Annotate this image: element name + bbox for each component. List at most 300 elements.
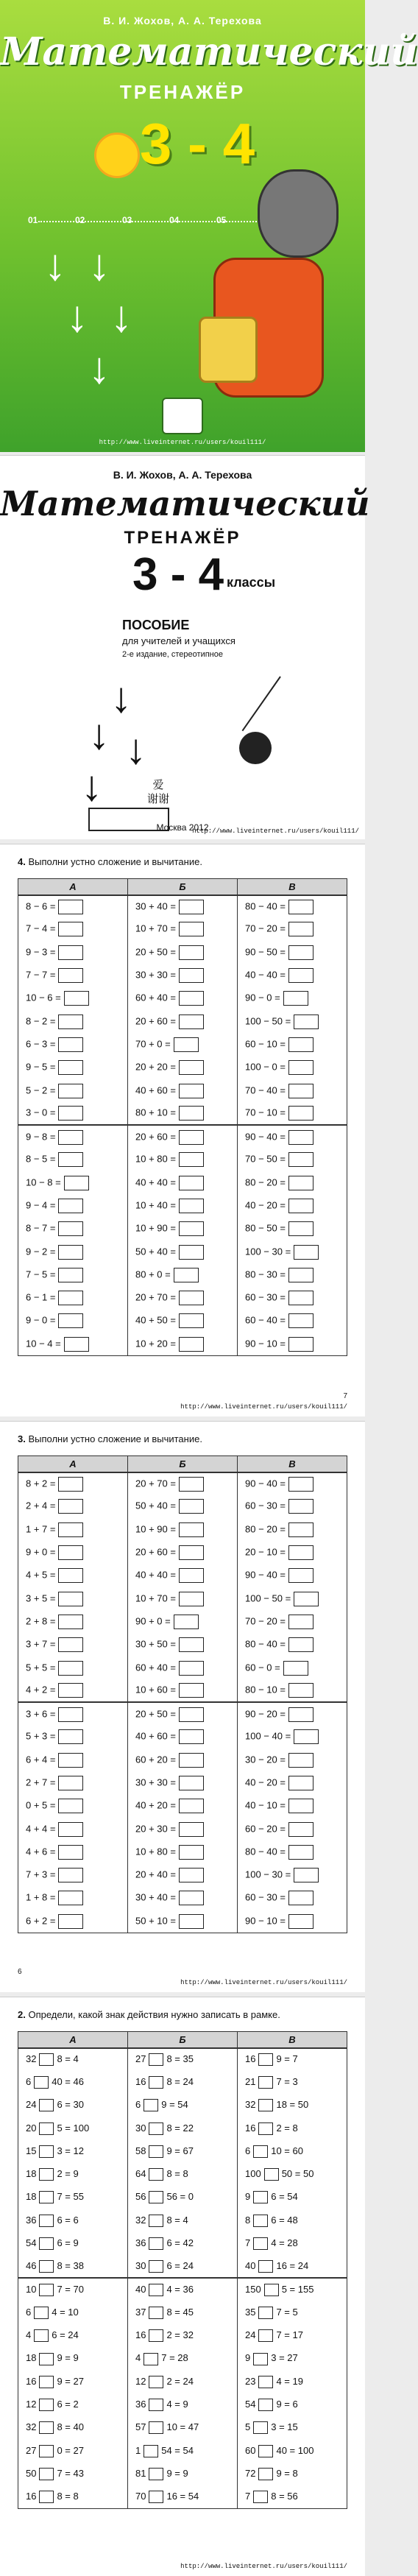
sign-box[interactable] <box>258 2099 273 2111</box>
answer-box[interactable] <box>179 1845 204 1860</box>
answer-box[interactable] <box>179 1522 204 1537</box>
sign-box[interactable] <box>258 2445 273 2457</box>
answer-box[interactable] <box>288 1637 314 1652</box>
operand-result: 7 = 70 <box>57 2284 84 2296</box>
operand-result: 3 = 12 <box>57 2145 84 2156</box>
sign-box[interactable] <box>253 2421 268 2434</box>
answer-box[interactable] <box>179 922 204 936</box>
answer-box[interactable] <box>174 1037 199 1052</box>
table-cell <box>238 1079 347 1102</box>
sign-box[interactable] <box>253 2215 268 2227</box>
answer-box[interactable] <box>288 1499 314 1514</box>
answer-box[interactable] <box>174 1268 199 1282</box>
answer-box[interactable] <box>179 1753 204 1768</box>
table-cell <box>128 918 238 941</box>
table-row <box>18 1771 347 1794</box>
sign-box[interactable] <box>149 2421 163 2434</box>
operand-result: 6 = 2 <box>57 2399 79 2410</box>
table-cell <box>18 1495 128 1518</box>
sign-box[interactable] <box>149 2122 163 2135</box>
expression: 20 + 70 = <box>135 1478 176 1489</box>
operand-result: 10 = 47 <box>166 2421 199 2433</box>
answer-box[interactable] <box>58 945 83 960</box>
sign-box[interactable] <box>253 2191 268 2203</box>
sign-box[interactable] <box>149 2468 163 2480</box>
table-cell <box>128 2324 238 2347</box>
sign-box[interactable] <box>39 2237 54 2250</box>
answer-box[interactable] <box>179 1822 204 1837</box>
sign-box[interactable] <box>264 2284 279 2296</box>
answer-box[interactable] <box>179 1106 204 1121</box>
answer-box[interactable] <box>64 1337 89 1352</box>
answer-box[interactable] <box>288 1106 314 1121</box>
sign-box[interactable] <box>39 2122 54 2135</box>
answer-box[interactable] <box>58 1799 83 1813</box>
sign-box[interactable] <box>149 2215 163 2227</box>
operand: 16 <box>26 2491 37 2502</box>
answer-box[interactable] <box>58 1868 83 1882</box>
answer-box[interactable] <box>58 1522 83 1537</box>
expression: 3 + 5 = <box>26 1592 56 1604</box>
expression: 80 − 20 = <box>245 1176 286 1188</box>
sign-box[interactable] <box>253 2237 268 2250</box>
table-row <box>18 2117 347 2139</box>
answer-box[interactable] <box>58 1499 83 1514</box>
operand-result: 9 = 6 <box>276 2399 298 2410</box>
answer-box[interactable] <box>58 1014 83 1029</box>
table-cell <box>238 2140 347 2163</box>
sign-box[interactable] <box>258 2260 273 2273</box>
sign-box[interactable] <box>144 2099 158 2111</box>
answer-box[interactable] <box>179 1776 204 1790</box>
table-cell <box>128 1564 238 1587</box>
operand: 40 <box>135 2284 146 2296</box>
answer-box[interactable] <box>179 1060 204 1075</box>
answer-box[interactable] <box>288 1522 314 1537</box>
table-cell <box>128 1518 238 1541</box>
table-cell <box>18 1079 128 1102</box>
answer-box[interactable] <box>58 1060 83 1075</box>
answer-box[interactable] <box>179 1477 204 1492</box>
watermark: http://www.liveinternet.ru/users/kouil111/ <box>180 1979 347 1986</box>
answer-box[interactable] <box>179 968 204 983</box>
answer-box[interactable] <box>288 1037 314 1052</box>
sign-box[interactable] <box>39 2260 54 2273</box>
answer-box[interactable] <box>179 1221 204 1236</box>
operand: 20 <box>26 2122 37 2134</box>
sign-box[interactable] <box>34 2307 49 2319</box>
answer-box[interactable] <box>294 1014 319 1029</box>
table-cell <box>18 964 128 987</box>
sign-box[interactable] <box>39 2353 54 2365</box>
operand-result: 2 = 24 <box>166 2375 194 2387</box>
table-cell <box>18 1587 128 1610</box>
expression: 80 − 50 = <box>245 1222 286 1234</box>
sign-box[interactable] <box>39 2491 54 2503</box>
table-cell <box>238 1148 347 1171</box>
answer-box[interactable] <box>58 1729 83 1744</box>
sign-box[interactable] <box>258 2376 273 2388</box>
answer-box[interactable] <box>179 1868 204 1882</box>
timeline-label: 01 <box>28 215 38 225</box>
sign-box[interactable] <box>39 2445 54 2457</box>
table-cell <box>128 2048 238 2071</box>
answer-box[interactable] <box>58 1545 83 1560</box>
sign-box[interactable] <box>258 2307 273 2319</box>
sign-box[interactable] <box>253 2145 268 2158</box>
answer-box[interactable] <box>58 1683 83 1698</box>
answer-box[interactable] <box>179 1799 204 1813</box>
table-row <box>18 1333 347 1355</box>
answer-box[interactable] <box>283 991 308 1006</box>
answer-box[interactable] <box>58 1130 83 1145</box>
sign-box[interactable] <box>258 2076 273 2089</box>
sign-box[interactable] <box>149 2076 163 2089</box>
answer-box[interactable] <box>179 1914 204 1929</box>
expression: 70 − 40 = <box>245 1084 286 1095</box>
answer-box[interactable] <box>58 1661 83 1676</box>
answer-box[interactable] <box>58 1221 83 1236</box>
answer-box[interactable] <box>294 1592 319 1606</box>
cartoon-characters <box>199 169 353 412</box>
table-row <box>18 2416 347 2439</box>
title-grade: 3 - 4 <box>132 549 224 600</box>
sign-box[interactable] <box>39 2421 54 2434</box>
sign-box[interactable] <box>149 2399 163 2411</box>
answer-box[interactable] <box>179 1313 204 1328</box>
sign-box[interactable] <box>39 2284 54 2296</box>
answer-box[interactable] <box>179 1291 204 1305</box>
answer-box[interactable] <box>58 1152 83 1167</box>
sign-box[interactable] <box>149 2053 163 2066</box>
expression: 70 − 10 = <box>245 1107 286 1118</box>
expression: 50 + 40 = <box>135 1246 176 1257</box>
expression: 4 + 4 = <box>26 1823 56 1835</box>
answer-box[interactable] <box>179 1014 204 1029</box>
sign-box[interactable] <box>149 2491 163 2503</box>
table-row <box>18 1887 347 1910</box>
sign-box[interactable] <box>39 2099 54 2111</box>
expression: 6 − 1 = <box>26 1291 56 1303</box>
sign-box[interactable] <box>149 2307 163 2319</box>
operand-result: 16 = 24 <box>276 2259 309 2271</box>
answer-box[interactable] <box>179 1499 204 1514</box>
sign-box[interactable] <box>39 2399 54 2411</box>
table-cell <box>238 1818 347 1841</box>
answer-box[interactable] <box>179 1199 204 1213</box>
operand-result: 6 = 42 <box>166 2237 194 2248</box>
answer-box[interactable] <box>58 1268 83 1282</box>
operand: 21 <box>245 2075 256 2087</box>
answer-box[interactable] <box>174 1615 199 1629</box>
sign-box[interactable] <box>39 2191 54 2203</box>
operand: 54 <box>245 2399 256 2410</box>
sign-box[interactable] <box>149 2376 163 2388</box>
sign-box[interactable] <box>149 2260 163 2273</box>
operand: 24 <box>245 2329 256 2341</box>
exercise-heading <box>18 2009 280 2020</box>
expression: 20 + 60 = <box>135 1546 176 1558</box>
table-row <box>18 1795 347 1818</box>
answer-box[interactable] <box>294 1868 319 1882</box>
expression: 70 − 20 = <box>245 1615 286 1627</box>
sign-box[interactable] <box>144 2353 158 2365</box>
answer-box[interactable] <box>58 1313 83 1328</box>
answer-box[interactable] <box>288 1707 314 1722</box>
sign-box[interactable] <box>34 2329 49 2342</box>
answer-box[interactable] <box>179 1707 204 1722</box>
answer-box[interactable] <box>58 968 83 983</box>
table-cell <box>128 1587 238 1610</box>
sign-box[interactable] <box>149 2191 163 2203</box>
answer-box[interactable] <box>179 1130 204 1145</box>
answer-box[interactable] <box>179 1084 204 1098</box>
expression: 20 − 10 = <box>245 1546 286 1558</box>
answer-box[interactable] <box>179 1152 204 1167</box>
arrow-down-icon: ↓ <box>88 710 110 758</box>
table-cell <box>128 1887 238 1910</box>
expression: 80 − 40 = <box>245 1638 286 1650</box>
sign-box[interactable] <box>39 2468 54 2480</box>
computer-character <box>199 317 258 383</box>
answer-box[interactable] <box>288 1084 314 1098</box>
answer-box[interactable] <box>288 1291 314 1305</box>
column-header: Б <box>128 879 238 895</box>
answer-box[interactable] <box>58 922 83 936</box>
sign-box[interactable] <box>258 2399 273 2411</box>
answer-box[interactable] <box>288 1891 314 1905</box>
expression: 2 + 7 = <box>26 1776 56 1788</box>
sign-box[interactable] <box>253 2491 268 2503</box>
sign-box[interactable] <box>34 2076 49 2089</box>
sign-box[interactable] <box>258 2468 273 2480</box>
operand: 40 <box>245 2259 256 2271</box>
answer-box[interactable] <box>288 1545 314 1560</box>
expression: 100 − 50 = <box>245 1592 291 1604</box>
exercise-number: 4. <box>18 856 26 867</box>
table-cell <box>238 1702 347 1725</box>
answer-box[interactable] <box>288 1615 314 1629</box>
table-cell <box>18 1841 128 1863</box>
answer-box[interactable] <box>58 1707 83 1722</box>
answer-box[interactable] <box>58 1776 83 1790</box>
table-cell <box>128 1472 238 1495</box>
table-cell <box>18 1541 128 1564</box>
arrow-down-icon: ↓ <box>110 674 132 721</box>
table-cell <box>128 2094 238 2117</box>
operand: 16 <box>245 2053 256 2065</box>
answer-box[interactable] <box>179 991 204 1006</box>
answer-box[interactable] <box>58 900 83 914</box>
expression: 90 − 50 = <box>245 946 286 958</box>
table-cell <box>18 1795 128 1818</box>
answer-box[interactable] <box>288 1568 314 1583</box>
operand-result: 9 = 8 <box>276 2467 298 2479</box>
sign-box[interactable] <box>39 2145 54 2158</box>
answer-box[interactable] <box>179 1568 204 1583</box>
answer-box[interactable] <box>179 1683 204 1698</box>
sign-box[interactable] <box>258 2053 273 2066</box>
answer-box[interactable] <box>294 1729 319 1744</box>
column-header: В <box>238 879 347 895</box>
answer-box[interactable] <box>58 1199 83 1213</box>
operand: 57 <box>135 2421 146 2433</box>
sign-box[interactable] <box>39 2168 54 2181</box>
sign-box[interactable] <box>149 2329 163 2342</box>
answer-box[interactable] <box>283 1661 308 1676</box>
answer-box[interactable] <box>58 1753 83 1768</box>
answer-box[interactable] <box>288 1337 314 1352</box>
answer-box[interactable] <box>288 1845 314 1860</box>
answer-box[interactable] <box>288 968 314 983</box>
answer-box[interactable] <box>58 1477 83 1492</box>
answer-box[interactable] <box>58 1568 83 1583</box>
answer-box[interactable] <box>288 1799 314 1813</box>
answer-box[interactable] <box>179 1592 204 1606</box>
sign-box[interactable] <box>253 2353 268 2365</box>
operand-result: 7 = 28 <box>161 2352 188 2364</box>
answer-box[interactable] <box>288 1176 314 1190</box>
answer-box[interactable] <box>179 945 204 960</box>
answer-box[interactable] <box>58 1845 83 1860</box>
answer-box[interactable] <box>288 1060 314 1075</box>
answer-box[interactable] <box>288 1268 314 1282</box>
answer-box[interactable] <box>288 1313 314 1328</box>
column-header: Б <box>128 2032 238 2048</box>
answer-box[interactable] <box>58 1914 83 1929</box>
expression: 60 − 40 = <box>245 1314 286 1326</box>
answer-box[interactable] <box>179 1661 204 1676</box>
answer-box[interactable] <box>179 900 204 914</box>
cover-authors: В. И. Жохов, А. А. Терехова <box>103 15 262 27</box>
sign-box[interactable] <box>39 2053 54 2066</box>
sign-box[interactable] <box>258 2122 273 2135</box>
answer-box[interactable] <box>58 1291 83 1305</box>
table-row <box>18 1033 347 1056</box>
sign-box[interactable] <box>144 2445 158 2457</box>
expression: 6 + 2 = <box>26 1914 56 1926</box>
table-cell <box>238 1056 347 1079</box>
exercise-page-2 <box>0 1997 365 2576</box>
sign-box[interactable] <box>39 2215 54 2227</box>
operand-result: 4 = 36 <box>166 2284 194 2296</box>
operand-result: 7 = 5 <box>276 2306 298 2318</box>
answer-box[interactable] <box>179 1545 204 1560</box>
answer-box[interactable] <box>179 1729 204 1744</box>
answer-box[interactable] <box>288 1753 314 1768</box>
answer-box[interactable] <box>288 1822 314 1837</box>
operand: 150 <box>245 2284 261 2296</box>
operand: 6 <box>26 2075 32 2087</box>
sign-box[interactable] <box>264 2168 279 2181</box>
exercise-page-3 <box>0 1421 365 1992</box>
answer-box[interactable] <box>58 1084 83 1098</box>
table-row <box>18 1587 347 1610</box>
expression: 100 − 30 = <box>245 1869 291 1880</box>
answer-box[interactable] <box>288 945 314 960</box>
answer-box[interactable] <box>58 1822 83 1837</box>
answer-box[interactable] <box>179 1637 204 1652</box>
table-cell <box>128 1748 238 1771</box>
answer-box[interactable] <box>58 1891 83 1905</box>
answer-box[interactable] <box>179 1245 204 1260</box>
answer-box[interactable] <box>288 1683 314 1698</box>
operand-result: 18 = 50 <box>276 2099 309 2111</box>
expression: 100 − 40 = <box>245 1730 291 1742</box>
expression: 10 − 4 = <box>26 1337 61 1349</box>
sign-box[interactable] <box>258 2329 273 2342</box>
answer-box[interactable] <box>288 1221 314 1236</box>
table-cell <box>238 1287 347 1310</box>
sign-box[interactable] <box>149 2237 163 2250</box>
table-cell <box>238 1795 347 1818</box>
sign-box[interactable] <box>149 2168 163 2181</box>
answer-box[interactable] <box>179 1176 204 1190</box>
expression: 20 + 20 = <box>135 1061 176 1073</box>
answer-box[interactable] <box>288 1199 314 1213</box>
table-row <box>18 1656 347 1679</box>
table-row <box>18 2371 347 2393</box>
table-row <box>18 2301 347 2324</box>
table-cell <box>18 1171 128 1194</box>
table-cell <box>128 2186 238 2209</box>
answer-box[interactable] <box>58 1037 83 1052</box>
operand: 16 <box>245 2122 256 2134</box>
answer-box[interactable] <box>64 1176 89 1190</box>
expression: 10 + 20 = <box>135 1337 176 1349</box>
answer-box[interactable] <box>58 1592 83 1606</box>
answer-box[interactable] <box>179 1891 204 1905</box>
answer-box[interactable] <box>58 1106 83 1121</box>
table-cell <box>128 1218 238 1241</box>
table-row <box>18 2440 347 2463</box>
expression: 30 + 40 = <box>135 900 176 912</box>
operand-result: 5 = 155 <box>281 2284 314 2296</box>
answer-box[interactable] <box>58 1245 83 1260</box>
title-subtitle: ТРЕНАЖЁР <box>124 528 241 548</box>
answer-box[interactable] <box>288 1152 314 1167</box>
answer-box[interactable] <box>288 1130 314 1145</box>
sign-box[interactable] <box>149 2145 163 2158</box>
answer-box[interactable] <box>288 922 314 936</box>
table-cell <box>128 2209 238 2232</box>
exercise-heading <box>18 856 202 867</box>
answer-box[interactable] <box>288 1914 314 1929</box>
timeline-label: 03 <box>122 215 132 225</box>
cjk-text <box>147 778 169 806</box>
operand-result: 0 = 27 <box>57 2444 84 2456</box>
answer-box[interactable] <box>179 1337 204 1352</box>
sign-box[interactable] <box>39 2376 54 2388</box>
table-cell <box>128 1610 238 1633</box>
expression: 10 + 70 = <box>135 922 176 934</box>
operand-result: 2 = 32 <box>166 2329 194 2341</box>
table-row <box>18 1818 347 1841</box>
sign-box[interactable] <box>149 2284 163 2296</box>
answer-box[interactable] <box>294 1245 319 1260</box>
table-cell <box>18 1726 128 1748</box>
answer-box[interactable] <box>58 1615 83 1629</box>
answer-box[interactable] <box>64 991 89 1006</box>
answer-box[interactable] <box>58 1637 83 1652</box>
answer-box[interactable] <box>288 1776 314 1790</box>
table-row <box>18 1702 347 1725</box>
table-cell <box>128 2163 238 2186</box>
answer-box[interactable] <box>288 1477 314 1492</box>
answer-box[interactable] <box>288 900 314 914</box>
table-cell <box>18 1218 128 1241</box>
table-row <box>18 2278 347 2301</box>
